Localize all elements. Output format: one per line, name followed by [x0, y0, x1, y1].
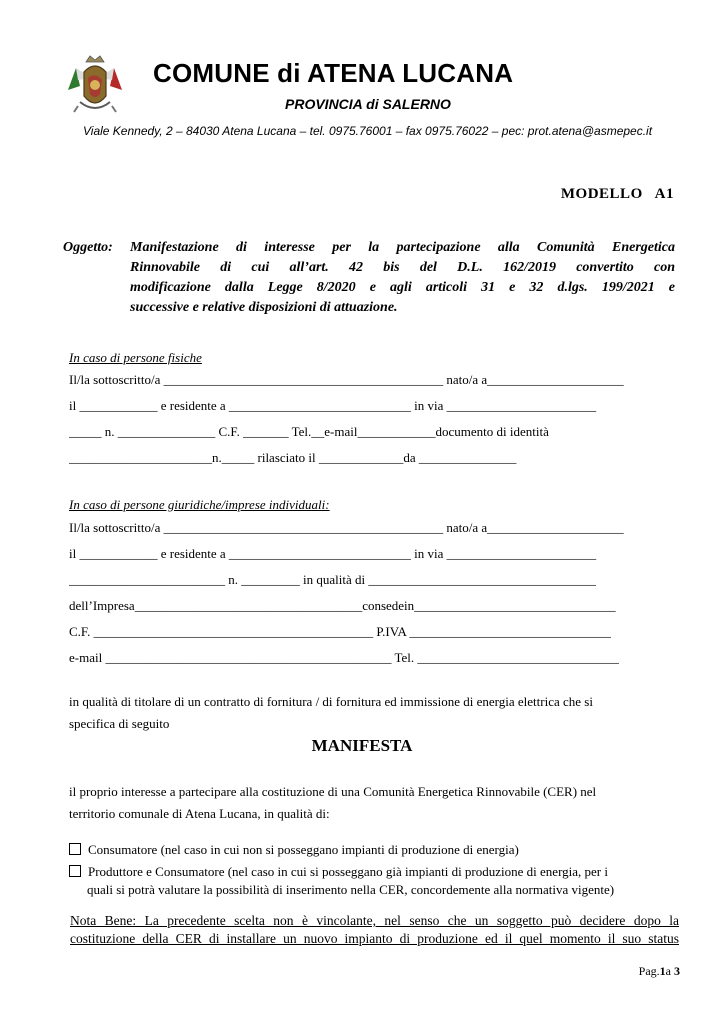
manifesta-heading: MANIFESTA — [311, 736, 413, 755]
section-heading-legal-persons: In caso di persone giuridiche/imprese individuali: — [69, 497, 330, 512]
supply-contract-text: in qualità di titolare di un contratto di fornitura / di fornitura ed immissione di energia elettrica che si — [69, 694, 593, 709]
subject-line: Rinnovabile di cui all’art. 42 bis del D.L. 162/2019 convertito con — [130, 260, 675, 275]
page-sep: a — [665, 964, 674, 978]
form-line[interactable]: _____ n. _______________ C.F. _______ Tel.__e-mail____________documento di identità — [69, 424, 549, 439]
subject-line: successive e relative disposizioni di attuazione. — [130, 300, 398, 315]
coat-of-arms-icon — [62, 50, 128, 120]
form-line[interactable]: Il/la sottoscritto/a ___________________________________________ nato/a a_____________________ — [69, 372, 624, 387]
page-total: 3 — [674, 964, 680, 978]
interest-text: il proprio interesse a partecipare alla costituzione di una Comunità Energetica Rinnovabile (CER) nel — [69, 784, 597, 799]
option-consumer[interactable] — [69, 842, 519, 858]
option-label-continued: quali si potrà valutare la possibilità di inserimento nella CER, concordemente alla normativa vigente) — [87, 882, 615, 897]
page-number — [639, 964, 680, 979]
form-line[interactable]: ______________________n._____ rilasciato il _____________da _______________ — [69, 450, 517, 465]
producer-consumer-checkbox[interactable] — [69, 865, 81, 877]
form-line[interactable]: ________________________ n. _________ in qualità di ___________________________________ — [69, 572, 596, 587]
form-line[interactable]: Il/la sottoscritto/a ___________________________________________ nato/a a_____________________ — [69, 520, 624, 535]
note-text: costituzione della CER di installare un nuovo impianto di produzione ed il quel momento il suo status — [70, 931, 679, 946]
form-line[interactable]: il ____________ e residente a ____________________________ in via _______________________ — [69, 398, 597, 413]
page-prefix: Pag. — [638, 964, 660, 978]
subject-label: Oggetto: — [63, 240, 113, 255]
note-text: Nota Bene: La precedente scelta non è vincolante, nel senso che un soggetto può decidere dopo la — [70, 913, 679, 928]
option-label: Consumatore (nel caso in cui non si posseggano impianti di produzione di energia) — [88, 842, 519, 857]
section-heading-natural-persons: In caso di persone fisiche — [69, 350, 202, 365]
province-subtitle: PROVINCIA di SALERNO — [285, 96, 451, 112]
form-line[interactable]: dell’Impresa___________________________________consedein_______________________________ — [69, 598, 616, 613]
option-producer-consumer[interactable] — [69, 864, 608, 880]
option-label: Produttore e Consumatore (nel caso in cui si posseggano già impianti di produzione di energia, per i — [88, 864, 608, 879]
form-line[interactable]: C.F. ___________________________________________ P.IVA _______________________________ — [69, 624, 611, 639]
interest-text: territorio comunale di Atena Lucana, in qualità di: — [69, 806, 330, 821]
form-line[interactable]: il ____________ e residente a ____________________________ in via _______________________ — [69, 546, 597, 561]
consumer-checkbox[interactable] — [69, 843, 81, 855]
subject-line: Manifestazione di interesse per la partecipazione alla Comunità Energetica — [130, 240, 675, 255]
model-label: MODELLO A1 — [560, 186, 674, 202]
form-line[interactable]: e-mail ____________________________________________ Tel. _______________________________ — [69, 650, 619, 665]
supply-contract-text: specifica di seguito — [69, 716, 170, 731]
contact-address: Viale Kennedy, 2 – 84030 Atena Lucana – tel. 0975.76001 – fax 0975.76022 – pec: prot.atena@asmepec.it — [83, 124, 653, 138]
subject-line: modificazione dalla Legge 8/2020 e agli articoli 31 e 32 d.lgs. 199/2021 e — [130, 280, 675, 295]
page-current: 1 — [659, 964, 666, 978]
municipality-title: COMUNE di ATENA LUCANA — [153, 58, 514, 88]
